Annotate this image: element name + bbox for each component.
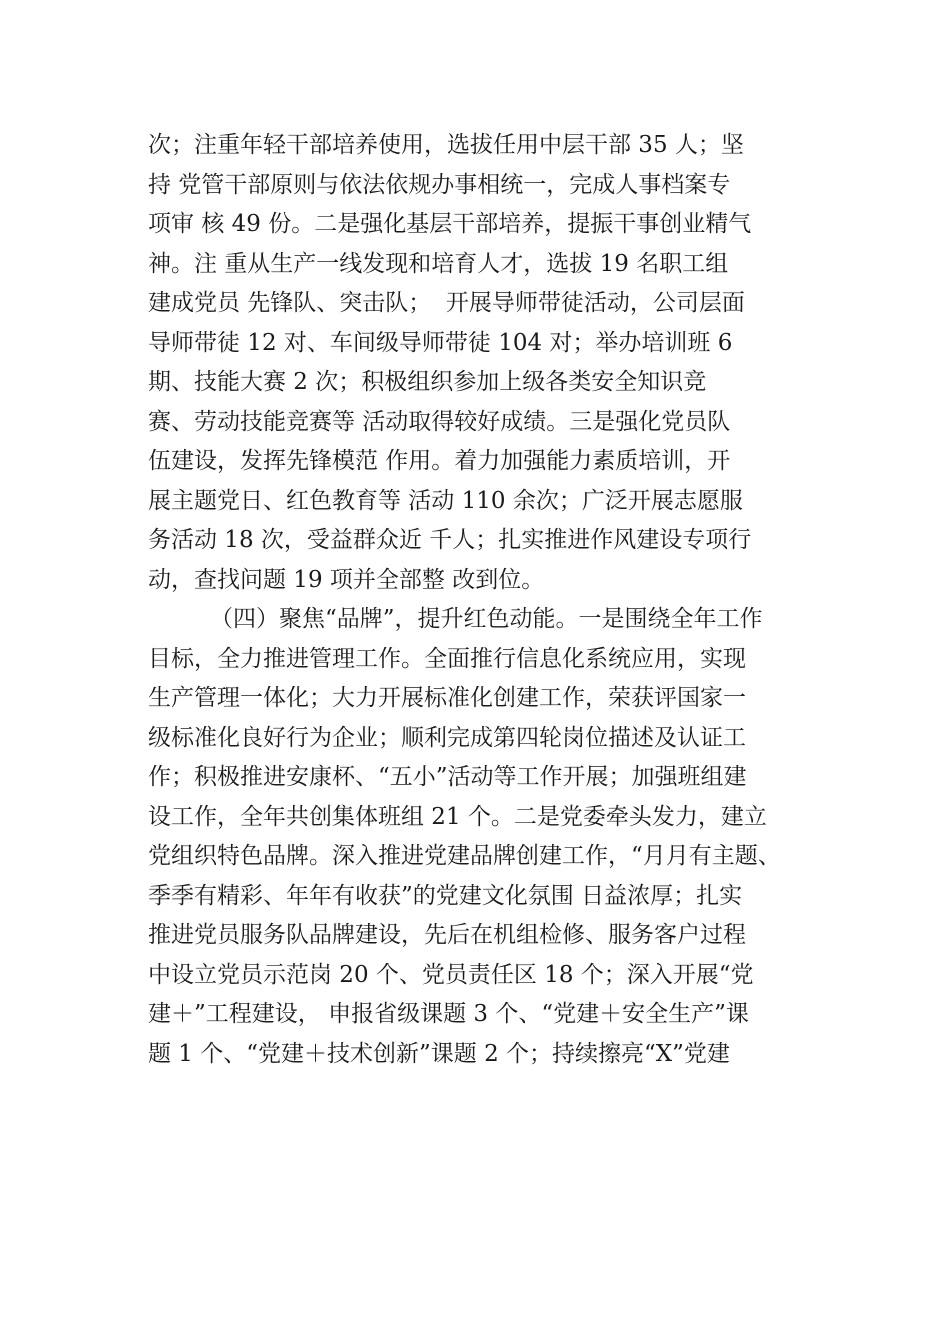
text-line: 作；积极推进安康杯、“五小”活动等工作开展；加强班组建 (148, 764, 747, 790)
text-line: 务活动 18 次，受益群众近 千人；扎实推进作风建设专项行 (148, 527, 752, 553)
section-heading-line: （四）聚焦“品牌”，提升红色动能。一是围绕全年工作 (210, 606, 763, 632)
text-line: 导师带徒 12 对、车间级导师带徒 104 对；举办培训班 6 (148, 329, 733, 356)
body-text (148, 126, 838, 1074)
text-line: 持 党管干部原则与依法依规办事相统一，完成人事档案专 (148, 171, 731, 198)
text-line: 建＋”工程建设， 申报省级课题 3 个、“党建＋安全生产”课 (148, 1001, 749, 1027)
text-line: 次；注重年轻干部培养使用，选拔任用中层干部 35 人；坚 (148, 132, 744, 158)
text-line: 建成党员 先锋队、突击队； 开展导师带徒活动，公司层面 (148, 290, 745, 316)
text-line: 期、技能大赛 2 次；积极组织参加上级各类安全知识竞 (148, 369, 707, 395)
text-line: 级标准化良好行为企业；顺利完成第四轮岗位描述及认证工 (148, 724, 746, 751)
text-line: 党组织特色品牌。深入推进党建品牌创建工作，“月月有主题、 (148, 843, 781, 869)
text-line: 动，查找问题 19 项并全部整 改到位。 (148, 566, 545, 593)
text-line: 目标，全力推进管理工作。全面推行信息化系统应用，实现 (148, 645, 746, 672)
text-line: 赛、劳动技能竞赛等 活动取得较好成绩。三是强化党员队 (148, 408, 731, 435)
text-line: 推进党员服务队品牌建设，先后在机组检修、服务客户过程 (148, 922, 746, 948)
text-line: 设工作，全年共创集体班组 21 个。二是党委牵头发力，建立 (148, 803, 767, 830)
text-line: 季季有精彩、年年有收获”的党建文化氛围 日益浓厚；扎实 (148, 882, 743, 909)
text-line: 生产管理一体化；大力开展标准化创建工作，荣获评国家一 (148, 685, 746, 711)
text-line: 中设立党员示范岗 20 个、党员责任区 18 个；深入开展“党 (148, 961, 754, 988)
text-line: 展主题党日、红色教育等 活动 110 余次；广泛开展志愿服 (148, 487, 743, 514)
text-line: 神。注 重从生产一线发现和培育人才，选拔 19 名职工组 (148, 250, 729, 277)
text-line: 项审 核 49 份。二是强化基层干部培养，提振干事创业精气 (148, 211, 752, 237)
text-line: 题 1 个、“党建＋技术创新”课题 2 个；持续擦亮“X”党建 (148, 1040, 730, 1067)
text-line: 伍建设，发挥先锋模范 作用。着力加强能力素质培训，开 (148, 448, 731, 474)
